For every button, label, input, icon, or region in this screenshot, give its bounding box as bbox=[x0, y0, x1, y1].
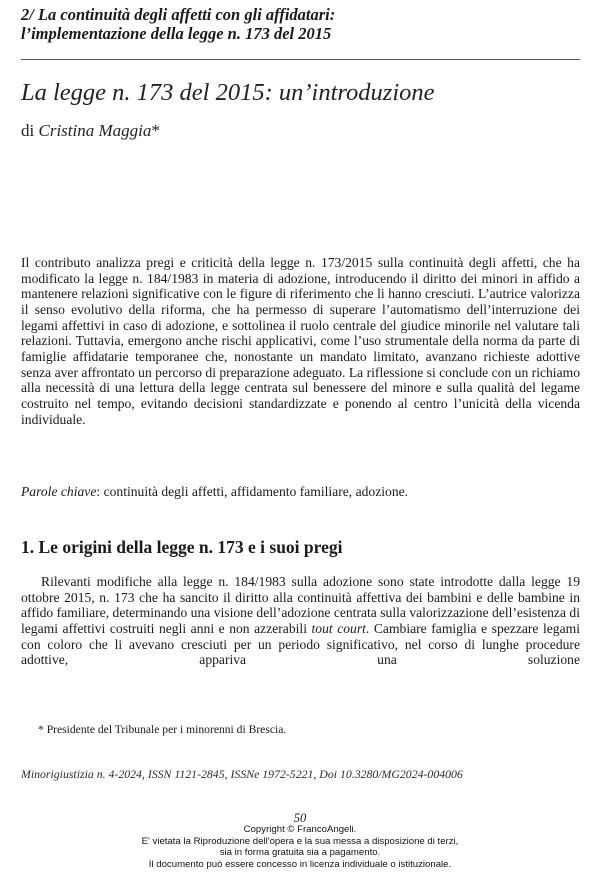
copyright-line-1: Copyright © FrancoAngeli. bbox=[243, 824, 357, 835]
running-head-line-1: 2/ La continuità degli affetti con gli affidatari: bbox=[21, 5, 336, 24]
keywords-label: Parole chiave bbox=[21, 484, 97, 499]
section-body bbox=[21, 574, 580, 668]
keywords bbox=[21, 484, 580, 500]
copyright-line-3: sia in forma gratuita sia a pagamento. bbox=[219, 847, 381, 859]
header-rule bbox=[21, 59, 580, 60]
footnote: * Presidente del Tribunale per i minorenni di Brescia. bbox=[38, 723, 287, 736]
body-text-italic: tout court bbox=[311, 620, 366, 636]
body-text-part-1: Rilevanti modifiche alla legge n. 184/1983 sulla adozione sono state introdotte dalla legge 19 ottobre 2015, n. 173 che ha sancito il diritto alla continuità affettiva dei bambini e delle bambine in affido familiare, determinando una visione dell’adozione centrata sulla valorizzazione dell’esistenza di legami affettivi costruiti negli anni e non azzerabili bbox=[21, 574, 580, 636]
page-number: 50 bbox=[293, 811, 307, 825]
copyright-line-4: Il documento può essere concesso in licenza individuale o istituzionale. bbox=[148, 858, 452, 870]
running-head-line-2: l’implementazione della legge n. 173 del 2015 bbox=[21, 23, 332, 43]
body-text-part-2: . Cambiare famiglia e spezzare legami con coloro che li avevano cresciuti per un periodo significativo, nel corso di lunghe procedure adottive, appariva una soluzione bbox=[21, 620, 580, 668]
article-title: La legge n. 173 del 2015: un’introduzione bbox=[21, 79, 435, 106]
copyright-line-2: E' vietata la Riproduzione dell'opera e la sua messa a disposizione di terzi, bbox=[141, 835, 459, 847]
section-heading: 1. Le origini della legge n. 173 e i suoi pregi bbox=[21, 537, 343, 557]
keywords-text: continuità degli affetti, affidamento familiare, adozione. bbox=[103, 484, 409, 499]
byline bbox=[21, 120, 160, 142]
running-head bbox=[21, 6, 581, 43]
author-name: Cristina Maggia bbox=[38, 121, 152, 140]
byline-prefix: di bbox=[21, 121, 39, 140]
copyright-notice bbox=[0, 824, 600, 870]
footnote-marker: * bbox=[151, 121, 160, 140]
journal-reference: Minorigiustizia n. 4-2024, ISSN 1121-2845, ISSNe 1972-5221, Doi 10.3280/MG2024-004006 bbox=[21, 767, 463, 781]
keywords-separator: : bbox=[96, 484, 104, 499]
abstract: Il contributo analizza pregi e criticità della legge n. 173/2015 sulla continuità degli affetti, che ha modificato la legge n. 184/1983 in materia di adozione, introducendo il diritto dei minori in affido a mantenere relazioni significative con le figure di riferimento che li hanno cresciuti. L’autrice valorizza il senso evolutivo della riforma, che ha permesso di superare l’automatismo dell’interruzione dei legami affettivi in caso di adozione, e sottolinea il ruolo centrale del giudice minorile nel valutare tali relazioni. Tuttavia, emergono anche rischi applicativi, come l’uso strumentale della norma da parte di famiglie affidatarie temporanee che, nonostante un mandato limitato, avanzano richieste adottive senza aver affrontato un percorso di preparazione adeguato. La riflessione si conclude con un richiamo alla necessità di una lettura della legge centrata sul benessere del minore e sulla qualità del legame costruito nel tempo, evitando decisioni standardizzate e ponendo al centro l’unicità della vicenda individuale. bbox=[21, 255, 580, 427]
